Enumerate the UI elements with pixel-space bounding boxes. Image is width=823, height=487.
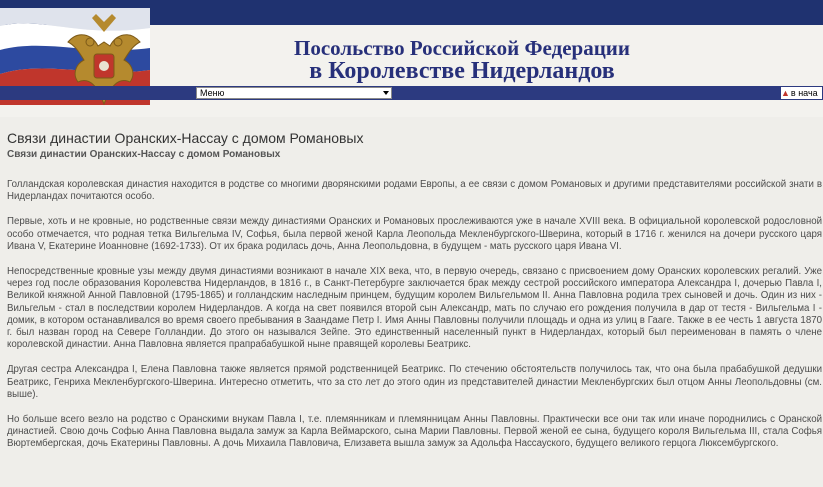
house-icon: ▲	[781, 88, 790, 98]
home-link-label: в нача	[790, 88, 818, 98]
home-link[interactable]	[781, 87, 822, 99]
article-paragraph: Но больше всего везло на родство с Оранскими внукам Павла I, т.е. племянникам и племянницам Анны Павловны. Практически все они так или иначе породнились с Оранской династией. Свою дочь Софью Анна Павловна выдала замуж за Карла Веймарского, сына Марии Павловны. Первой женой ее сына, будущего короля Вильгельма III, стала Софья Вюртембергская, дочь Екатерины Павловны. А дочь Михаила Павловича, Елизавета вышла замуж за Адольфа Нассауского, будущего великого герцога Люксембургского.	[7, 414, 822, 450]
menu-dropdown[interactable]	[196, 87, 392, 99]
article-paragraph: Голландская королевская династия находится в родстве со многими дворянскими родами Европы, а ее связи с домом Романовых и другими представителями российской знати в Нидерландах почитаются особо.	[7, 179, 822, 203]
article-paragraph: Другая сестра Александра I, Елена Павловна также является прямой родственницей Беатрикс. По стечению обстоятельств получилось так, что она была прабабушкой дедушки Беатрикс, Генриха Мекленбургского-Шверина. Интересно отметить, что за сто лет до этого один из представителей династии Мекленбургских был отцом Анны Леопольдовны (см. выше).	[7, 364, 822, 400]
title-line-1: Посольство Российской Федерации	[294, 36, 630, 60]
navigation-bar	[0, 86, 823, 100]
site-header	[0, 0, 823, 117]
page-title: Связи династии Оранских-Нассау с домом Романовых	[7, 130, 364, 146]
chevron-down-icon	[383, 91, 389, 95]
article	[7, 130, 822, 451]
article-paragraph: Непосредственные кровные узы между двумя династиями возникают в начале XIX века, что, в первую очередь, связано с присвоением дому Оранских королевских регалий. Уже через год после образования Королевства Нидерландов, в 1816 г., в Санкт-Петербурге заключается брак между сестрой российского императора Александра I, дочерью Павла I, Великой княжной Анной Павловной (1795-1865) и голландским наследным принцем, будущим королем Вильгельмом II. Анна Павловна родила трех сыновей и дочь. Один из них - Вильгельм - стал в последствии королем Нидерландов. А когда на свет появился второй сын Александр, мать по случаю его рождения получила в дар от тестя - Вильгельма I - домик, в котором останавливался во время своего пребывания в Заандаме Петр I. Имя Анны Павловны получили площадь и одна из улиц в Гааге. Также в ее честь 1 августа 1870 г. был назван город на Севере Голландии. До этого он назывался Зейпе. Это единственный населенный пункт в Нидерландах, который был переименован в память о члене королевской династии. Анна Павловна является прапрабабушкой ныне правящей королевы Беатрикс.	[7, 266, 822, 351]
page-subtitle: Связи династии Оранских-Нассау с домом Романовых	[7, 149, 281, 160]
article-paragraph: Первые, хоть и не кровные, но родственные связи между династиями Оранских и Романовых прослеживаются уже в начале XVIII века. В официальной королевской родословной особо отмечается, что родная тетка Вильгельма IV, Софья, была первой женой Карла Леопольда Мекленбургского-Шверина, который в 1716 г. женился на дочери русского царя Ивана V, Екатерине Иоанновне (1692-1733). От их брака родилась дочь, Анна Леопольдовна, в будущем - мать русского царя Ивана VI.	[7, 216, 822, 252]
menu-dropdown-value: Меню	[200, 88, 225, 98]
title-line-2: в Королевстве Нидерландов	[309, 58, 615, 84]
embassy-title	[232, 37, 692, 83]
